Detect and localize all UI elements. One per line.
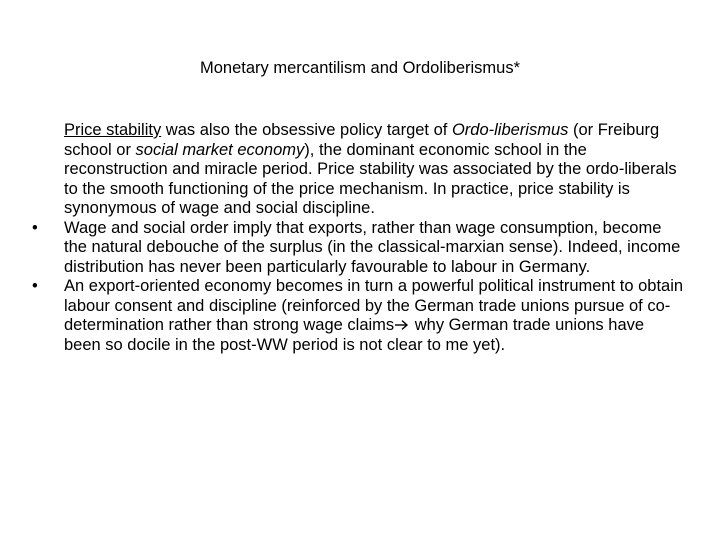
bullet-marker: • [32, 218, 38, 237]
bullet-lead-underlined: Price stability [64, 121, 162, 139]
bullet-item-price-stability [24, 121, 684, 219]
bullet-item-export-economy [24, 277, 684, 355]
bullet-list [24, 121, 684, 355]
bullet-text: was also the obsessive policy target of [161, 121, 452, 139]
slide-title: Monetary mercantilism and Ordoliberismus* [199, 59, 521, 77]
bullet-text: why German trade unions have been so docile in the post-WW period is not clear to me yet). [64, 316, 645, 354]
bullet-text: (or Freiburg school or [64, 121, 660, 159]
bullet-text: An export-oriented economy becomes in turn a powerful political instrument to obtain labour consent and discipline (reinforced by the German trade unions pursue of co-determination rather than strong wage claims [64, 277, 684, 334]
bullet-italic-term: Ordo-liberismus [451, 121, 569, 139]
bullet-text: Wage and social order imply that exports, rather than wage consumption, become the natural debouche of the surplus (in the classical-marxian sense). Indeed, income distribution has never been particularly favourable to labour in Germany. [64, 218, 681, 276]
bullet-marker: • [32, 277, 38, 295]
bullet-text: ), the dominant economic school in the reconstruction and miracle period. Price stability was associated by the ordo-liberals to the smooth functioning of the price mechanism. In practice, price stability is synonymous of wage and social discipline. [64, 140, 677, 217]
right-arrow-icon [394, 319, 409, 331]
bullet-italic-term: social market economy [135, 140, 305, 159]
bullet-item-wage-social-order [24, 219, 684, 278]
